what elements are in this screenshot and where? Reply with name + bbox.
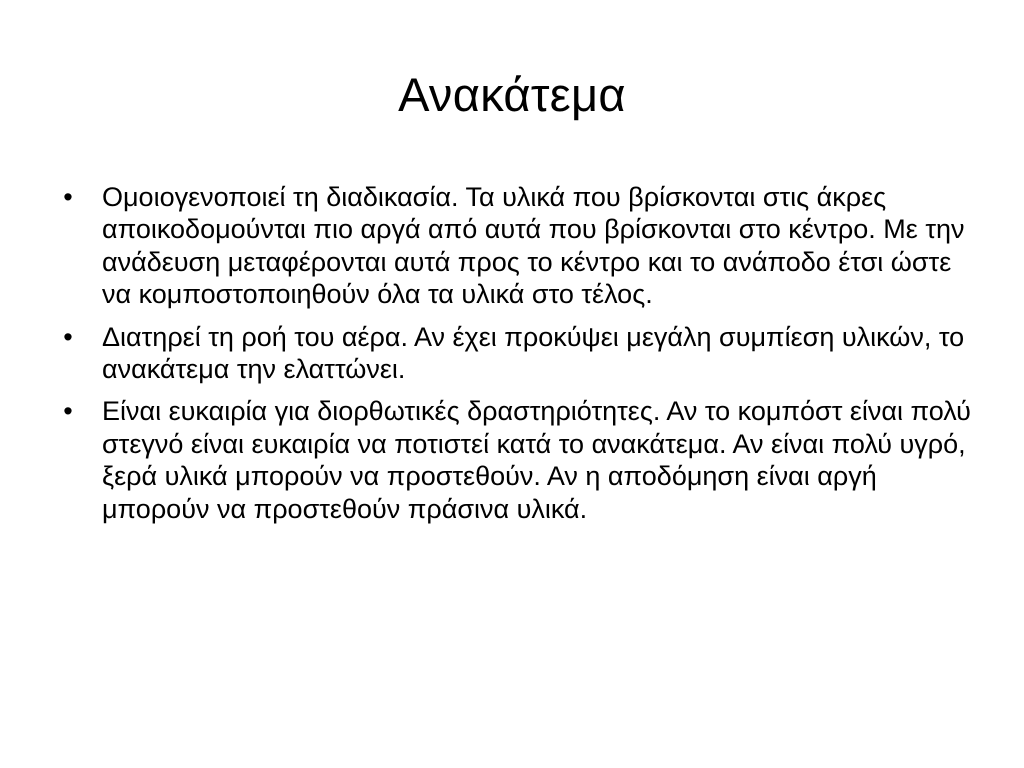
bullet-item-homogenize	[58, 181, 978, 311]
bullet-item-corrective-actions	[58, 395, 978, 525]
bullet-icon: •	[63, 396, 73, 427]
bullet-icon: •	[63, 321, 73, 352]
slide-title: Ανακάτεμα	[398, 68, 626, 121]
bullet-item-airflow	[58, 321, 978, 386]
bullet-list	[58, 181, 978, 535]
bullet-text: Ομοιογενοποιεί τη διαδικασία. Τα υλικά που βρίσκονται στις άκρες αποικοδομούνται πιο αργά από αυτά που βρίσκονται στο κέντρο. Με την ανάδευση μεταφέρονται αυτά προς το κέντρο και το ανάποδο έτσι ώστε να κομποστοποιηθούν όλα τα υλικά στο τέλος.	[102, 182, 965, 310]
bullet-text: Είναι ευκαιρία για διορθωτικές δραστηριότητες. Αν το κομπόστ είναι πολύ στεγνό είναι ευκαιρία να ποτιστεί κατά το ανακάτεμα. Αν είναι πολύ υγρό, ξερά υλικά μπορούν να προστεθούν. Αν η αποδόμηση είναι αργή μπορούν να προστεθούν πράσινα υλικά.	[102, 396, 971, 524]
bullet-text: Διατηρεί τη ροή του αέρα. Αν έχει προκύψει μεγάλη συμπίεση υλικών, το ανακάτεμα την ελαττώνει.	[102, 321, 965, 385]
bullet-icon: •	[63, 182, 73, 212]
